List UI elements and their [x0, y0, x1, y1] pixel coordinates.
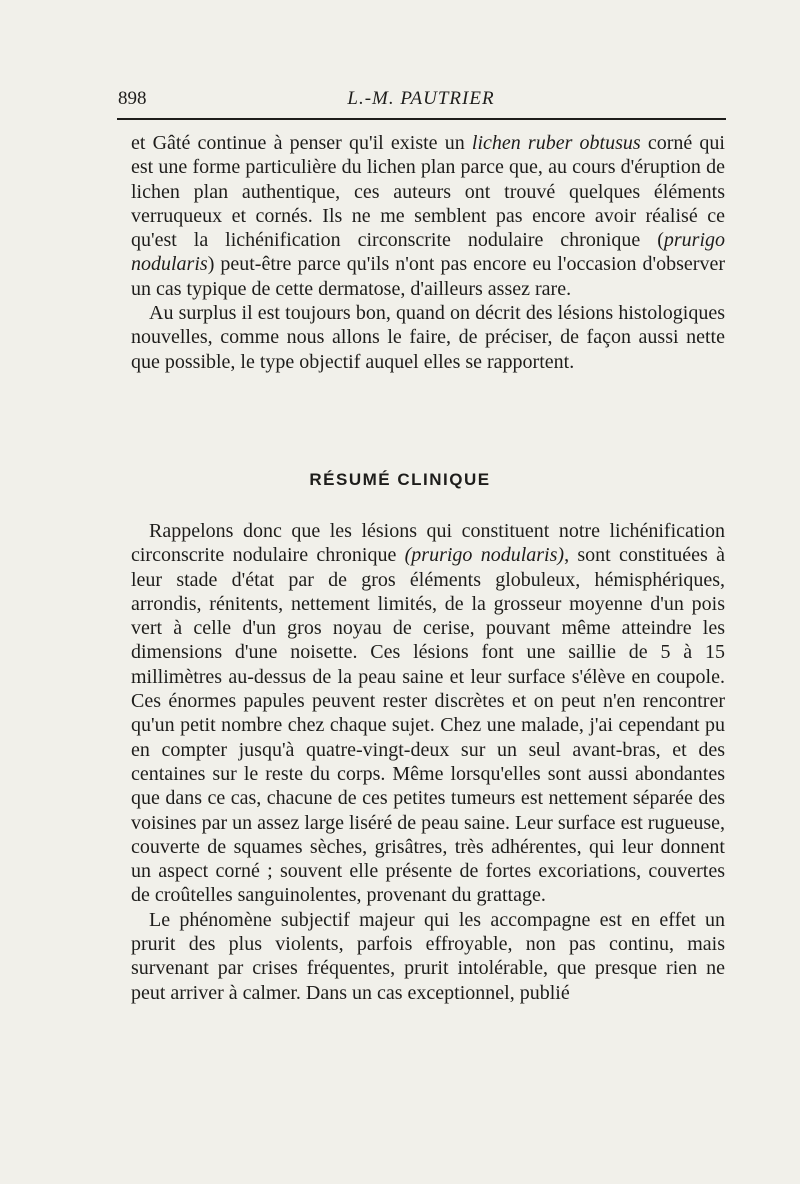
text-run: ) peut-être parce qu'ils n'ont pas encore eu l'occasion d'observer un cas typique de cette dermatose, d'ailleurs assez rare. [131, 253, 725, 300]
section-heading: RÉSUMÉ CLINIQUE [309, 470, 491, 489]
paragraph [131, 519, 725, 908]
paragraph: Le phénomène subjectif majeur qui les accompagne est en effet un prurit des plus violents, parfois effroyable, non pas continu, mais survenant par crises fréquentes, prurit intolérable, que presque rien ne peut arriver à calmer. Dans un cas exceptionnel, publié [131, 908, 725, 1004]
paragraph [131, 131, 725, 301]
italic-term: (prurigo nodularis) [404, 544, 565, 567]
running-title: L.-M. PAUTRIER [347, 88, 495, 109]
text-run: , sont constituées à leur stade d'état par de gros éléments globuleux, hémisphériques, arrondis, rénitents, nettement limités, de la grosseur moyenne d'un pois vert à celle d'un gros noyau de cerise, pouvant même atteindre les dimensions d'une noisette. Ces lésions font une saillie de 5 à 15 millimètres au-dessus de la peau saine et leur surface s'élève en coupole. Ces énormes papules peuvent rester discrètes et on peut n'en rencontrer qu'un petit nombre chez chaque sujet. Chez une malade, j'ai cependant pu en compter jusqu'à quatre-vingt-deux sur un seul avant-bras, et des centaines sur le reste du corps. Même lorsqu'elles sont aussi abondantes que dans ce cas, chacune de ces petites tumeurs est nettement séparée des voisines par un assez large liséré de peau saine. Leur surface est rugueuse, couverte de squames sèches, grisâtres, très adhérentes, qui leur donnent un aspect corné ; souvent elle présente de fortes excoriations, couvertes de croûtelles sanguinolentes, provenant du grattage. [131, 544, 726, 907]
paragraph: Au surplus il est toujours bon, quand on décrit des lésions histologiques nouvelles, comme nous allons le faire, de préciser, de façon aussi nette que possible, le type objectif auquel elles se rapportent. [131, 302, 725, 373]
text-run: Rappelons donc que les lésions qui constituent notre lichénification circonscrite nodulaire chronique [131, 520, 725, 567]
text-block-clinical-summary [131, 519, 725, 1005]
text-run: et Gâté continue à penser qu'il existe un [131, 132, 472, 154]
running-head [116, 86, 726, 112]
text-block-intro [131, 131, 725, 374]
text-run: corné qui est une forme particulière du lichen plan parce que, au cours d'éruption de lichen plan authentique, ces auteurs ont trouvé quelques éléments verruqueux et cornés. Ils ne me semblent pas encore avoir réalisé ce qu'est la lichénification circonscrite nodulaire chronique ( [131, 132, 725, 252]
italic-term: lichen ruber obtusus [471, 132, 641, 154]
header-rule [117, 118, 726, 120]
page-number: 898 [118, 88, 147, 109]
italic-term: prurigo nodularis [131, 229, 725, 276]
